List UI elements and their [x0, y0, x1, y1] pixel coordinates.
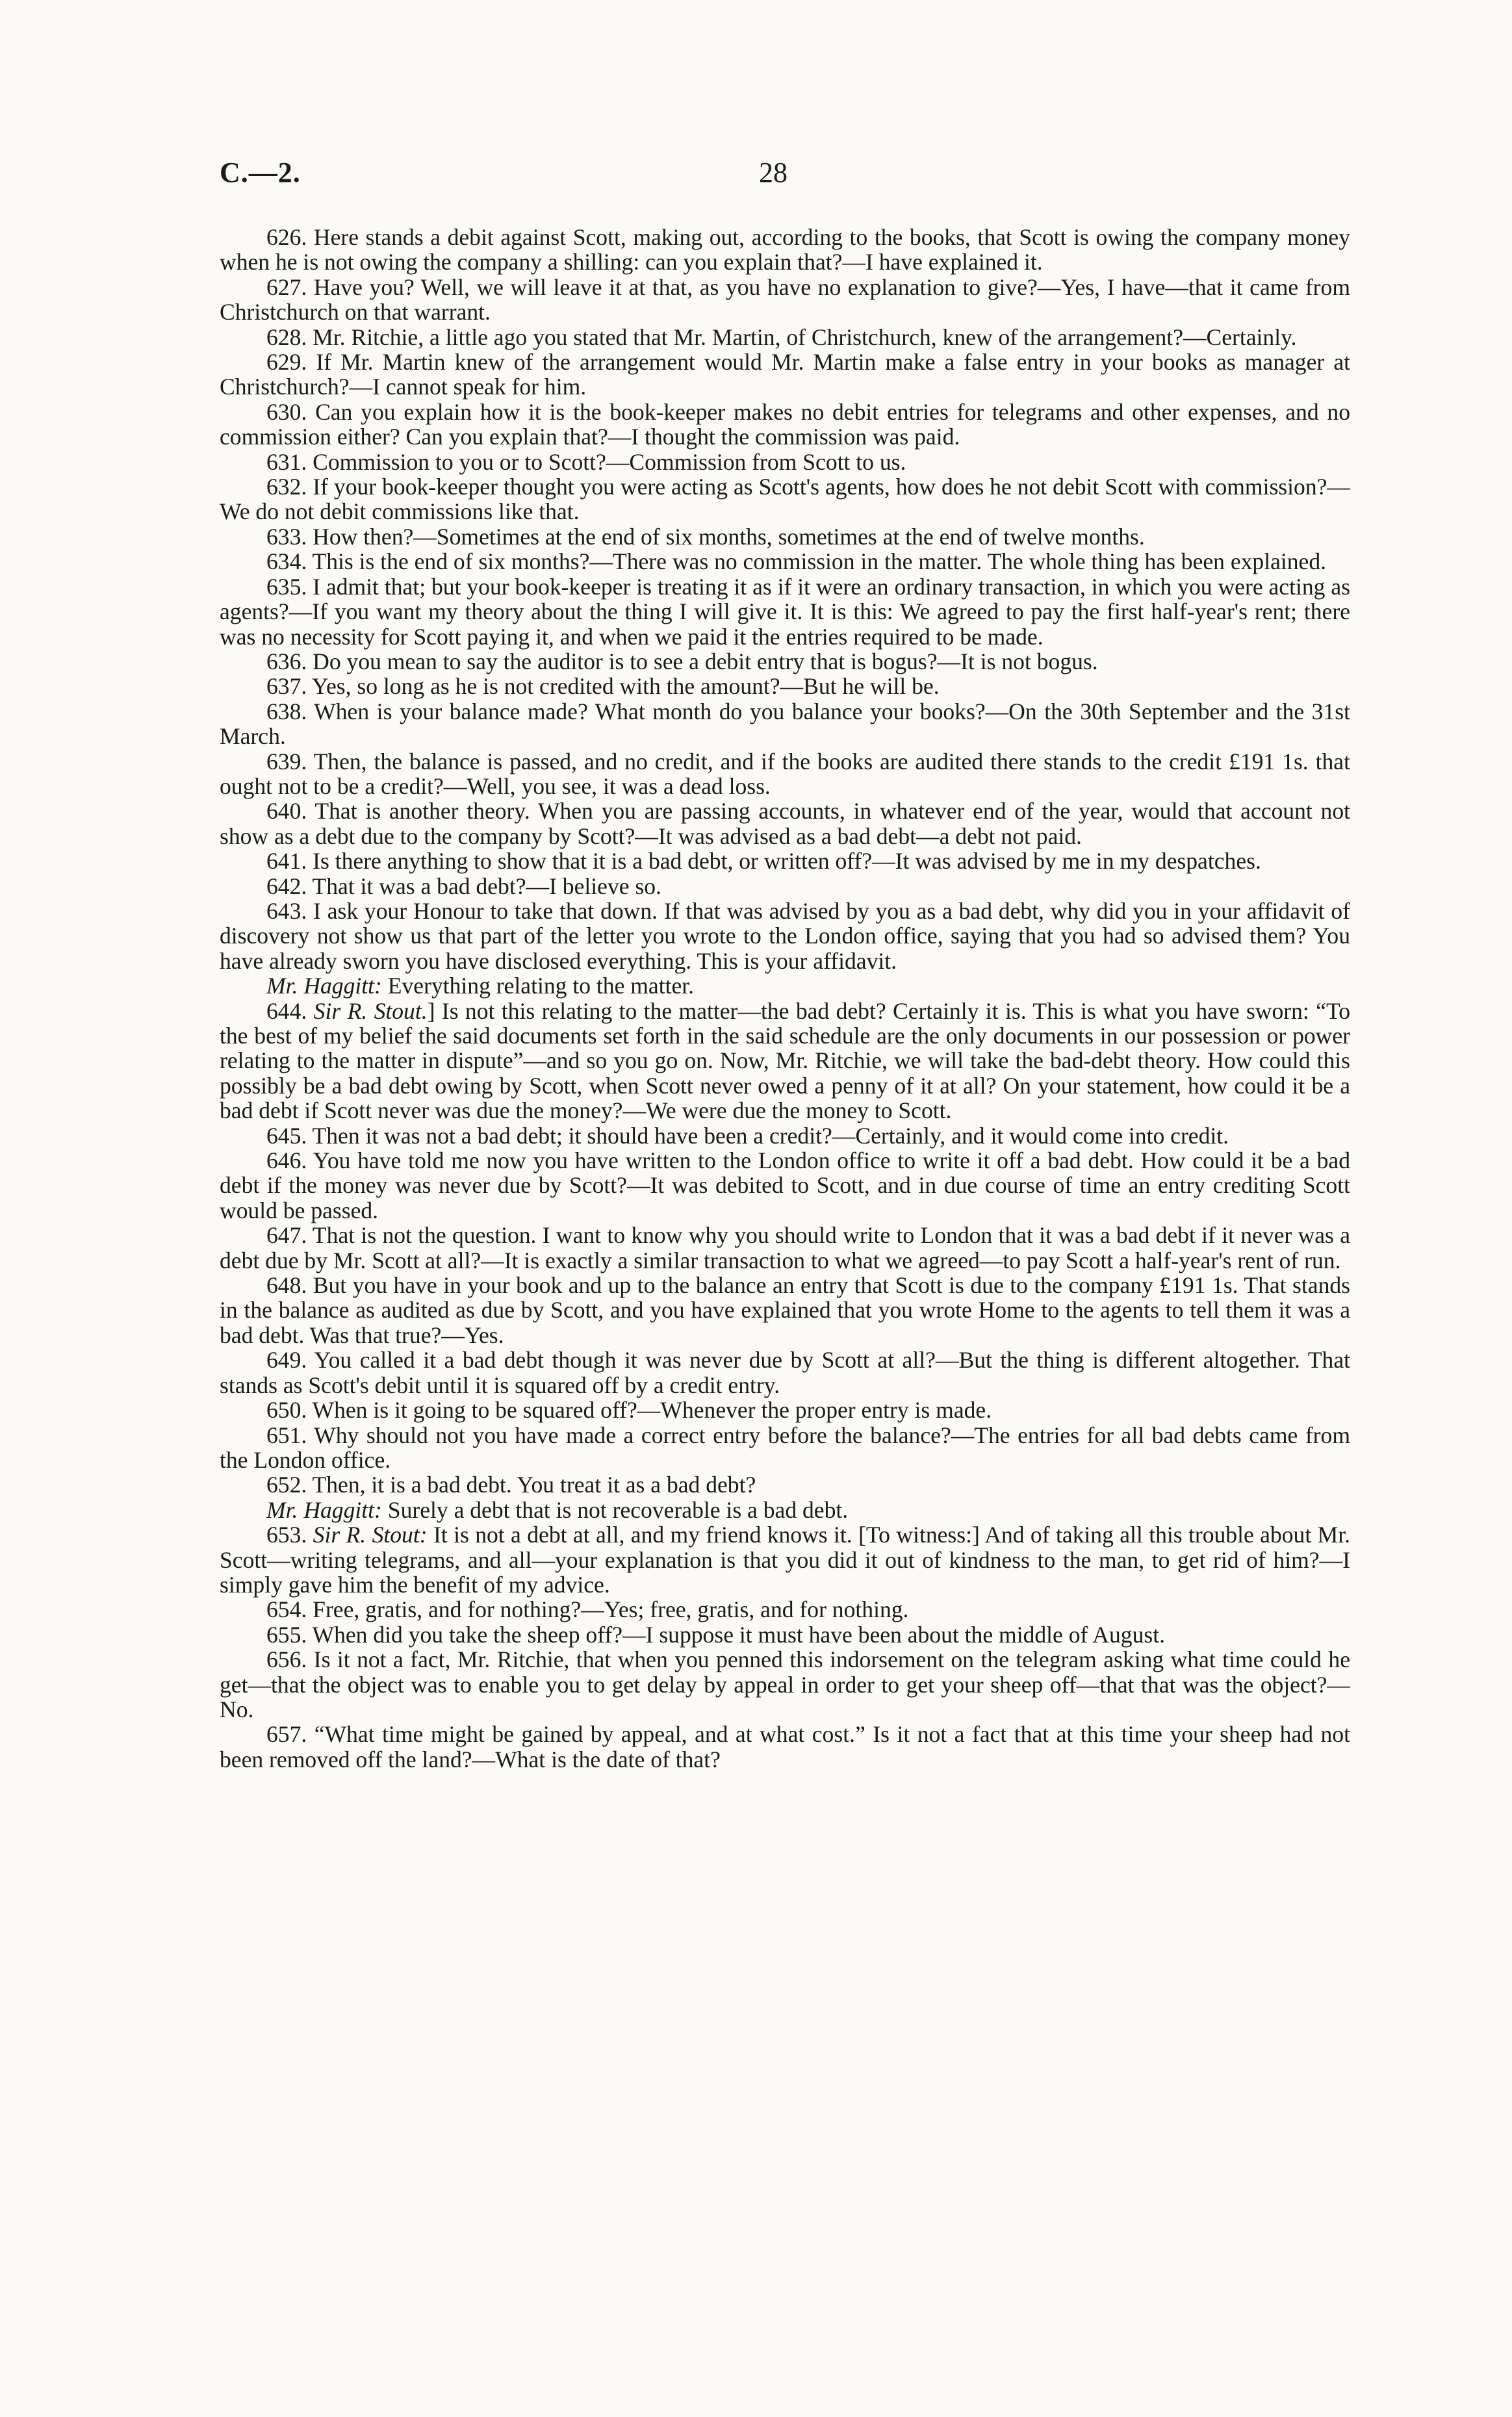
paragraph: [220, 674, 1350, 698]
paragraph: [220, 1622, 1350, 1647]
page-header: [220, 156, 1337, 208]
paragraph: [220, 999, 1350, 1123]
paragraph: [220, 1123, 1350, 1148]
paragraph: [220, 1472, 1350, 1497]
paragraph: [220, 1223, 1350, 1273]
paragraph-text: 629. If Mr. Martin knew of the arrangement would Mr. Martin make a false entry in your books as manager at Christchurch?—I cannot speak for him.: [220, 349, 1350, 400]
paragraph-text: 647. That is not the question. I want to know why you should write to London that it was a bad debt if it never was a debt due by Mr. Scott at all?—It is exactly a similar transaction to what we agreed—to pay Scott a half-year's rent of run.: [220, 1222, 1350, 1273]
paragraph-text: Everything relating to the matter.: [381, 973, 695, 999]
paragraph: [220, 474, 1350, 524]
paragraph: [220, 799, 1350, 849]
paragraph: [220, 225, 1350, 275]
paragraph-text: 657. “What time might be gained by appeal, and at what cost.” Is it not a fact that at this time your sheep had not been removed off the land?—What is the date of that?: [220, 1721, 1350, 1772]
paragraph: [220, 1498, 1350, 1522]
paragraph-text: 635. I admit that; but your book-keeper is treating it as if it were an ordinary transaction, in which you were acting as agents?—If you want my theory about the thing I will give it. It is this: We agreed to pay the first half-year's rent; there was no necessity for Scott paying it, and when we paid it the entries required to be made.: [220, 573, 1350, 650]
paragraph-text: 631. Commission to you or to Scott?—Commission from Scott to us.: [266, 448, 906, 475]
paragraph: [220, 549, 1350, 574]
paragraph: [220, 350, 1350, 400]
speaker-name: Mr. Haggitt:: [266, 973, 382, 999]
paragraph-text: Surely a debt that is not recoverable is a bad debt.: [381, 1496, 849, 1523]
paragraph: [220, 749, 1350, 799]
testimony-body: [220, 225, 1350, 1772]
paragraph: [220, 899, 1350, 973]
paragraph: [220, 1722, 1350, 1772]
paragraph: [220, 1522, 1350, 1597]
paragraph-text: 651. Why should not you have made a correct entry before the balance?—The entries for all bad debts came from the London office.: [220, 1422, 1350, 1473]
paragraph: [220, 574, 1350, 649]
paragraph: [220, 1398, 1350, 1422]
paragraph: [220, 849, 1350, 873]
paragraph: [220, 450, 1350, 474]
paragraph-text: 639. Then, the balance is passed, and no credit, and if the books are audited there stands to the credit £191 1s. that ought not to be a credit?—Well, you see, it was a dead loss.: [220, 748, 1350, 799]
paragraph-text: 656. Is it not a fact, Mr. Ritchie, that when you penned this indorsement on the telegram asking what time could he get—that the object was to enable you to get delay by appeal in order to get your sheep off—that that was the object?—No.: [220, 1646, 1350, 1722]
paragraph: [220, 400, 1350, 450]
page-number: 28: [759, 157, 788, 188]
paragraph-text: 638. When is your balance made? What month do you balance your books?—On the 30th September and the 31st March.: [220, 698, 1350, 750]
paragraph-text: 634. This is the end of six months?—There was no commission in the matter. The whole thing has been explained.: [266, 548, 1327, 575]
paragraph-text: 626. Here stands a debit against Scott, making out, according to the books, that Scott is owing the company money when he is not owing the company a shilling: can you explain that?—I have explained it.: [220, 224, 1350, 275]
speaker-name: Sir R. Stout.: [313, 997, 428, 1024]
paragraph-text: 641. Is there anything to show that it is a bad debt, or written off?—It was advised by me in my despatches.: [266, 848, 1261, 875]
paragraph-text: 640. That is another theory. When you are passing accounts, in whatever end of the year, would that account not show as a debt due to the company by Scott?—It was advised as a bad debt—a debt not paid.: [220, 798, 1350, 849]
paragraph-text: 649. You called it a bad debt though it was never due by Scott at all?—But the thing is different altogether. That stands as Scott's debit until it is squared off by a credit entry.: [220, 1347, 1350, 1398]
paragraph-text: 654. Free, gratis, and for nothing?—Yes; free, gratis, and for nothing.: [266, 1596, 909, 1623]
paragraph: [220, 699, 1350, 749]
paragraph: [220, 275, 1350, 325]
paragraph-text: 643. I ask your Honour to take that down. If that was advised by you as a bad debt, why did you in your affidavit of discovery not show us that part of the letter you wrote to the London office, saying that you had so advised them? You have already sworn you have disclosed everything. This is your affidavit.: [220, 897, 1350, 974]
paragraph-text: 648. But you have in your book and up to the balance an entry that Scott is due to the company £191 1s. That stands in the balance as audited as due by Scott, and you have explained that you wrote Home to the agents to tell them it was a bad debt. Was that true?—Yes.: [220, 1272, 1350, 1348]
paragraph-text: 630. Can you explain how it is the book-keeper makes no debit entries for telegrams and other expenses, and no commission either? Can you explain that?—I thought the commission was paid.: [220, 398, 1350, 450]
paragraph: [220, 1597, 1350, 1622]
paragraph: [220, 1148, 1350, 1223]
paragraph-text: 655. When did you take the sheep off?—I suppose it must have been about the middle of August.: [266, 1621, 1165, 1648]
speaker-name: Mr. Haggitt:: [266, 1496, 382, 1523]
paragraph: [220, 1423, 1350, 1473]
paragraph: [220, 325, 1350, 350]
paragraph: [220, 973, 1350, 998]
paragraph-text: 628. Mr. Ritchie, a little ago you stated that Mr. Martin, of Christchurch, knew of the arrangement?—Certainly.: [266, 324, 1297, 350]
paragraph-text: 633. How then?—Sometimes at the end of six months, sometimes at the end of twelve months.: [266, 523, 1145, 550]
document-reference: C.—2.: [220, 157, 301, 188]
paragraph: [220, 649, 1350, 674]
paragraph-text: 627. Have you? Well, we will leave it at that, as you have no explanation to give?—Yes, I have—that it came from Christchurch on that warrant.: [220, 274, 1350, 326]
speaker-name: Sir R. Stout:: [313, 1522, 428, 1548]
paragraph-text: 646. You have told me now you have written to the London office to write it off a bad debt. How could it be a bad debt if the money was never due by Scott?—It was debited to Scott, and in due course of time an entry crediting Scott would be passed.: [220, 1147, 1350, 1223]
question-number: 653.: [266, 1522, 313, 1548]
paragraph: [220, 1348, 1350, 1398]
paragraph: [220, 874, 1350, 899]
paragraph: [220, 1273, 1350, 1348]
paragraph-text: 652. Then, it is a bad debt. You treat it as a bad debt?: [266, 1472, 756, 1498]
paragraph-text: 632. If your book-keeper thought you were acting as Scott's agents, how does he not debit Scott with commission?—We do not debit commissions like that.: [220, 474, 1350, 525]
paragraph: [220, 1647, 1350, 1722]
paragraph-text: 637. Yes, so long as he is not credited with the amount?—But he will be.: [266, 673, 940, 700]
paragraph-text: 645. Then it was not a bad debt; it should have been a credit?—Certainly, and it would come into credit.: [266, 1122, 1229, 1149]
paragraph-text: It is not a debt at all, and my friend knows it. [To witness:] And of taking all this trouble about Mr. Scott—writing telegrams, and all—your explanation is that you did it out of kindness to the man, to get rid of him?—I simply gave him the benefit of my advice.: [220, 1522, 1351, 1598]
paragraph: [220, 524, 1350, 549]
paragraph-text: 642. That it was a bad debt?—I believe so.: [266, 873, 661, 899]
paragraph-text: ] Is not this relating to the matter—the bad debt? Certainly it is. This is what you have sworn: “To the best of my belief the said documents set forth in the said schedule are the only documents in our possession or power relating to the matter in dispute”—and so you go on. Now, Mr. Ritchie, we will take the bad-debt theory. How could this possibly be a bad debt owing by Scott, when Scott never owed a penny of it at all? On your statement, how could it be a bad debt if Scott never was due the money?—We were due the money to Scott.: [220, 997, 1351, 1124]
paragraph-text: 636. Do you mean to say the auditor is to see a debit entry that is bogus?—It is not bogus.: [266, 648, 1098, 674]
question-number: 644.: [266, 997, 314, 1024]
paragraph-text: 650. When is it going to be squared off?—Whenever the proper entry is made.: [266, 1397, 992, 1424]
